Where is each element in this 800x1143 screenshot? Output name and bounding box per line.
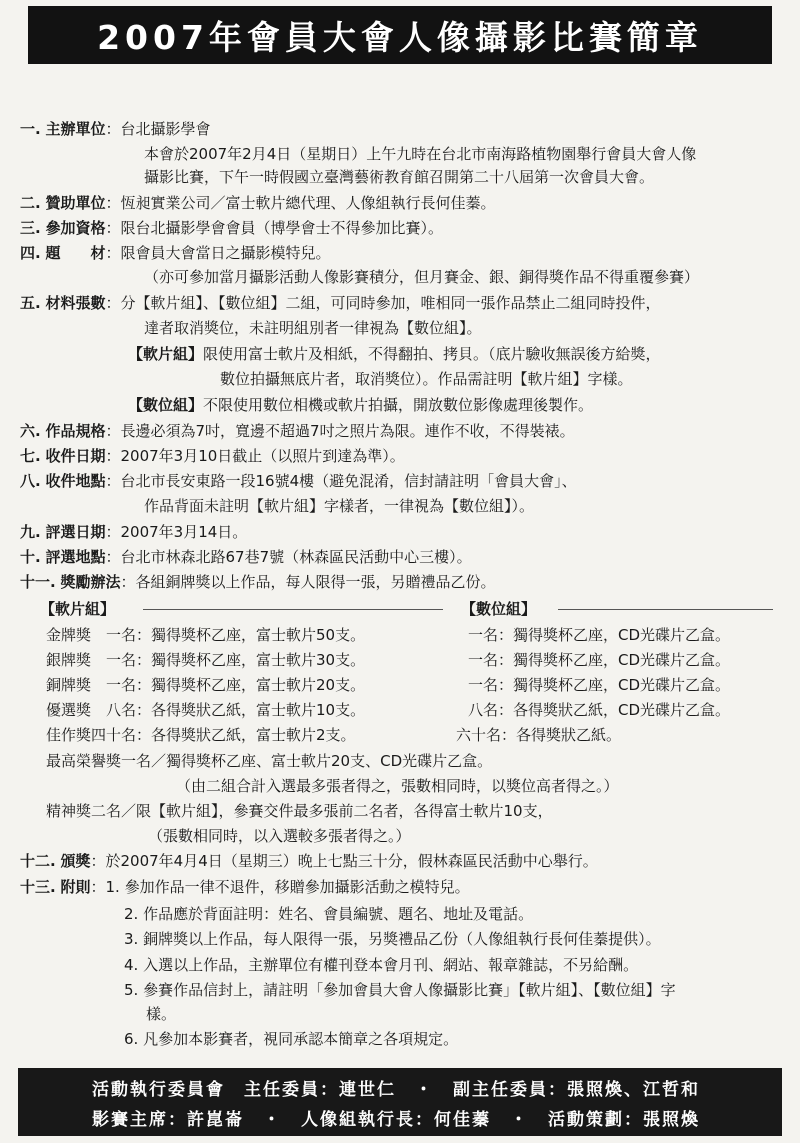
section-text: ：恆昶實業公司／富士軟片總代理、人像組執行長何佳蓁。 (105, 194, 496, 212)
section-number: 一. (20, 120, 41, 138)
section-label: 附則 (60, 878, 91, 896)
section-text: ：長邊必須為7吋，寬邊不超過7吋之照片為限。連作不收，不得裝裱。 (105, 422, 575, 440)
section-13 (20, 876, 470, 898)
section-text: ：台北市長安東路一段16號4樓（避免混淆，信封請註明「會員大會」、 (105, 472, 577, 490)
award-digital-silver: 一名：獨得獎杯乙座，CD光碟片乙盒。 (468, 651, 731, 669)
section-1-line-2: 本會於2007年2月4日（星期日）上午九時在台北市南海路植物園舉行會員大會人像 (144, 145, 697, 163)
section-4-line-2: （亦可參加當月攝影活動人像影賽積分，但月賽金、銀、銅得獎作品不得重覆參賽） (144, 268, 700, 286)
film-group-rule: 【軟片組】限使用富士軟片及相紙，不得翻拍、拷貝。（底片驗收無誤後方給獎， (128, 345, 661, 363)
section-1 (20, 118, 211, 140)
award-spirit-note: （張數相同時，以入選較多張者得之。） (148, 827, 411, 845)
digital-group-header: 【數位組】 (461, 600, 537, 618)
section-label: 頒獎 (60, 852, 91, 870)
section-number: 五. (20, 294, 41, 312)
film-group-rule-line-2: 數位拍攝無底片者，取消獎位）。作品需註明【軟片組】字樣。 (220, 370, 633, 388)
section-12 (20, 850, 598, 872)
award-digital-merit: 六十名：各得獎狀乙紙。 (456, 726, 622, 744)
section-text: ：2007年3月14日。 (105, 523, 248, 541)
digital-header-divider (558, 609, 773, 610)
section-text: ：2007年3月10日截止（以照片到達為準）。 (105, 447, 405, 465)
section-number: 十三. (20, 878, 56, 896)
film-header-divider (143, 609, 443, 610)
award-film-merit: 佳作獎四十名：各得獎狀乙紙，富士軟片2支。 (46, 726, 356, 744)
section-label: 題 材 (45, 244, 106, 262)
digital-group-rule: 【數位組】不限使用數位相機或軟片拍攝，開放數位影像處理後製作。 (128, 396, 594, 414)
section-number: 七. (20, 447, 41, 465)
section-text: ：限台北攝影學會會員（博學會士不得參加比賽）。 (105, 219, 444, 237)
section-label: 評選地點 (45, 548, 106, 566)
section-10 (20, 546, 472, 568)
section-3 (20, 217, 443, 239)
award-digital-bronze: 一名：獨得獎杯乙座，CD光碟片乙盒。 (468, 676, 731, 694)
award-film-bronze: 銅牌獎 一名：獨得獎杯乙座，富士軟片20支。 (46, 676, 366, 694)
section-5 (20, 292, 661, 314)
section-label: 評選日期 (45, 523, 106, 541)
award-digital-gold: 一名：獨得獎杯乙座，CD光碟片乙盒。 (468, 626, 731, 644)
section-7 (20, 445, 405, 467)
section-6 (20, 420, 575, 442)
appendix-item-3: 3. 銅牌獎以上作品，每人限得一張，另獎禮品乙份（人像組執行長何佳蓁提供）。 (124, 930, 661, 948)
section-number: 十一. (20, 573, 56, 591)
section-number: 十. (20, 548, 41, 566)
appendix-item-6: 6. 凡參加本影賽者，視同承認本簡章之各項規定。 (124, 1030, 459, 1048)
section-text: ：台北攝影學會 (105, 120, 211, 138)
section-label: 收件地點 (45, 472, 106, 490)
award-top-honor: 最高榮譽獎一名／獨得獎杯乙座、富士軟片20支、CD光碟片乙盒。 (46, 752, 493, 770)
section-text: ：限會員大會當日之攝影模特兒。 (105, 244, 331, 262)
section-9 (20, 521, 247, 543)
section-number: 十二. (20, 852, 56, 870)
section-11 (20, 571, 496, 593)
section-label: 贊助單位 (45, 194, 106, 212)
appendix-item-2: 2. 作品應於背面註明：姓名、會員編號、題名、地址及電話。 (124, 905, 534, 923)
committee-footer (18, 1068, 782, 1136)
committee-line-2: 影賽主席：許崑崙 ・ 人像組執行長：何佳蓁 ・ 活動策劃：張照煥 (92, 1110, 700, 1130)
appendix-item-5: 5. 參賽作品信封上，請註明「參加會員大會人像攝影比賽」【軟片組】、【數位組】字 (124, 981, 676, 999)
section-number: 三. (20, 219, 41, 237)
section-label: 收件日期 (45, 447, 106, 465)
section-text: ：台北市林森北路67巷7號（林森區民活動中心三樓）。 (105, 548, 472, 566)
appendix-item-5-cont: 樣。 (146, 1005, 177, 1023)
section-number: 八. (20, 472, 41, 490)
section-label: 主辦單位 (45, 120, 106, 138)
award-digital-excellence: 八名：各得獎狀乙紙，CD光碟片乙盒。 (468, 701, 731, 719)
section-number: 六. (20, 422, 41, 440)
section-number: 二. (20, 194, 41, 212)
section-1-line-3: 攝影比賽，下午一時假國立臺灣藝術教育館召開第二十八屆第一次會員大會。 (144, 168, 655, 186)
section-2 (20, 192, 496, 214)
award-film-gold: 金牌獎 一名：獨得獎杯乙座，富士軟片50支。 (46, 626, 366, 644)
section-4 (20, 242, 331, 264)
section-label: 材料張數 (45, 294, 106, 312)
section-number: 四. (20, 244, 41, 262)
section-label: 獎勵辦法 (60, 573, 121, 591)
digital-group-label: 【數位組】 (128, 396, 204, 414)
section-label: 作品規格 (45, 422, 106, 440)
page-title: 2007年會員大會人像攝影比賽簡章 (28, 6, 772, 64)
appendix-item-4: 4. 入選以上作品，主辦單位有權刊登本會月刊、網站、報章雜誌，不另給酬。 (124, 956, 639, 974)
section-number: 九. (20, 523, 41, 541)
award-top-honor-note: （由二組合計入選最多張者得之，張數相同時，以獎位高者得之。） (176, 777, 619, 795)
committee-line-1: 活動執行委員會 主任委員：連世仁 ・ 副主任委員：張照煥、江哲和 (92, 1080, 700, 1100)
section-text: ：各組銅牌獎以上作品，每人限得一張，另贈禮品乙份。 (120, 573, 496, 591)
section-8-line-2: 作品背面未註明【軟片組】字樣者，一律視為【數位組】）。 (144, 497, 535, 515)
award-film-excellence: 優選獎 八名：各得獎狀乙紙，富士軟片10支。 (46, 701, 366, 719)
section-label: 參加資格 (45, 219, 106, 237)
section-8 (20, 470, 577, 492)
section-text: ：分【軟片組】、【數位組】二組，可同時參加，唯相同一張作品禁止二組同時投件， (105, 294, 661, 312)
award-film-silver: 銀牌獎 一名：獨得獎杯乙座，富士軟片30支。 (46, 651, 366, 669)
award-spirit: 精神獎二名／限【軟片組】，參賽交件最多張前二名者，各得富士軟片10支， (46, 802, 553, 820)
section-5-line-2: 達者取消獎位，未註明組別者一律視為【數位組】。 (144, 319, 482, 337)
section-text: ：於2007年4月4日（星期三）晚上七點三十分，假林森區民活動中心舉行。 (90, 852, 598, 870)
film-group-header: 【軟片組】 (40, 600, 116, 618)
section-text: ：1. 參加作品一律不退件，移贈參加攝影活動之模特兒。 (90, 878, 470, 896)
film-group-label: 【軟片組】 (128, 345, 204, 363)
